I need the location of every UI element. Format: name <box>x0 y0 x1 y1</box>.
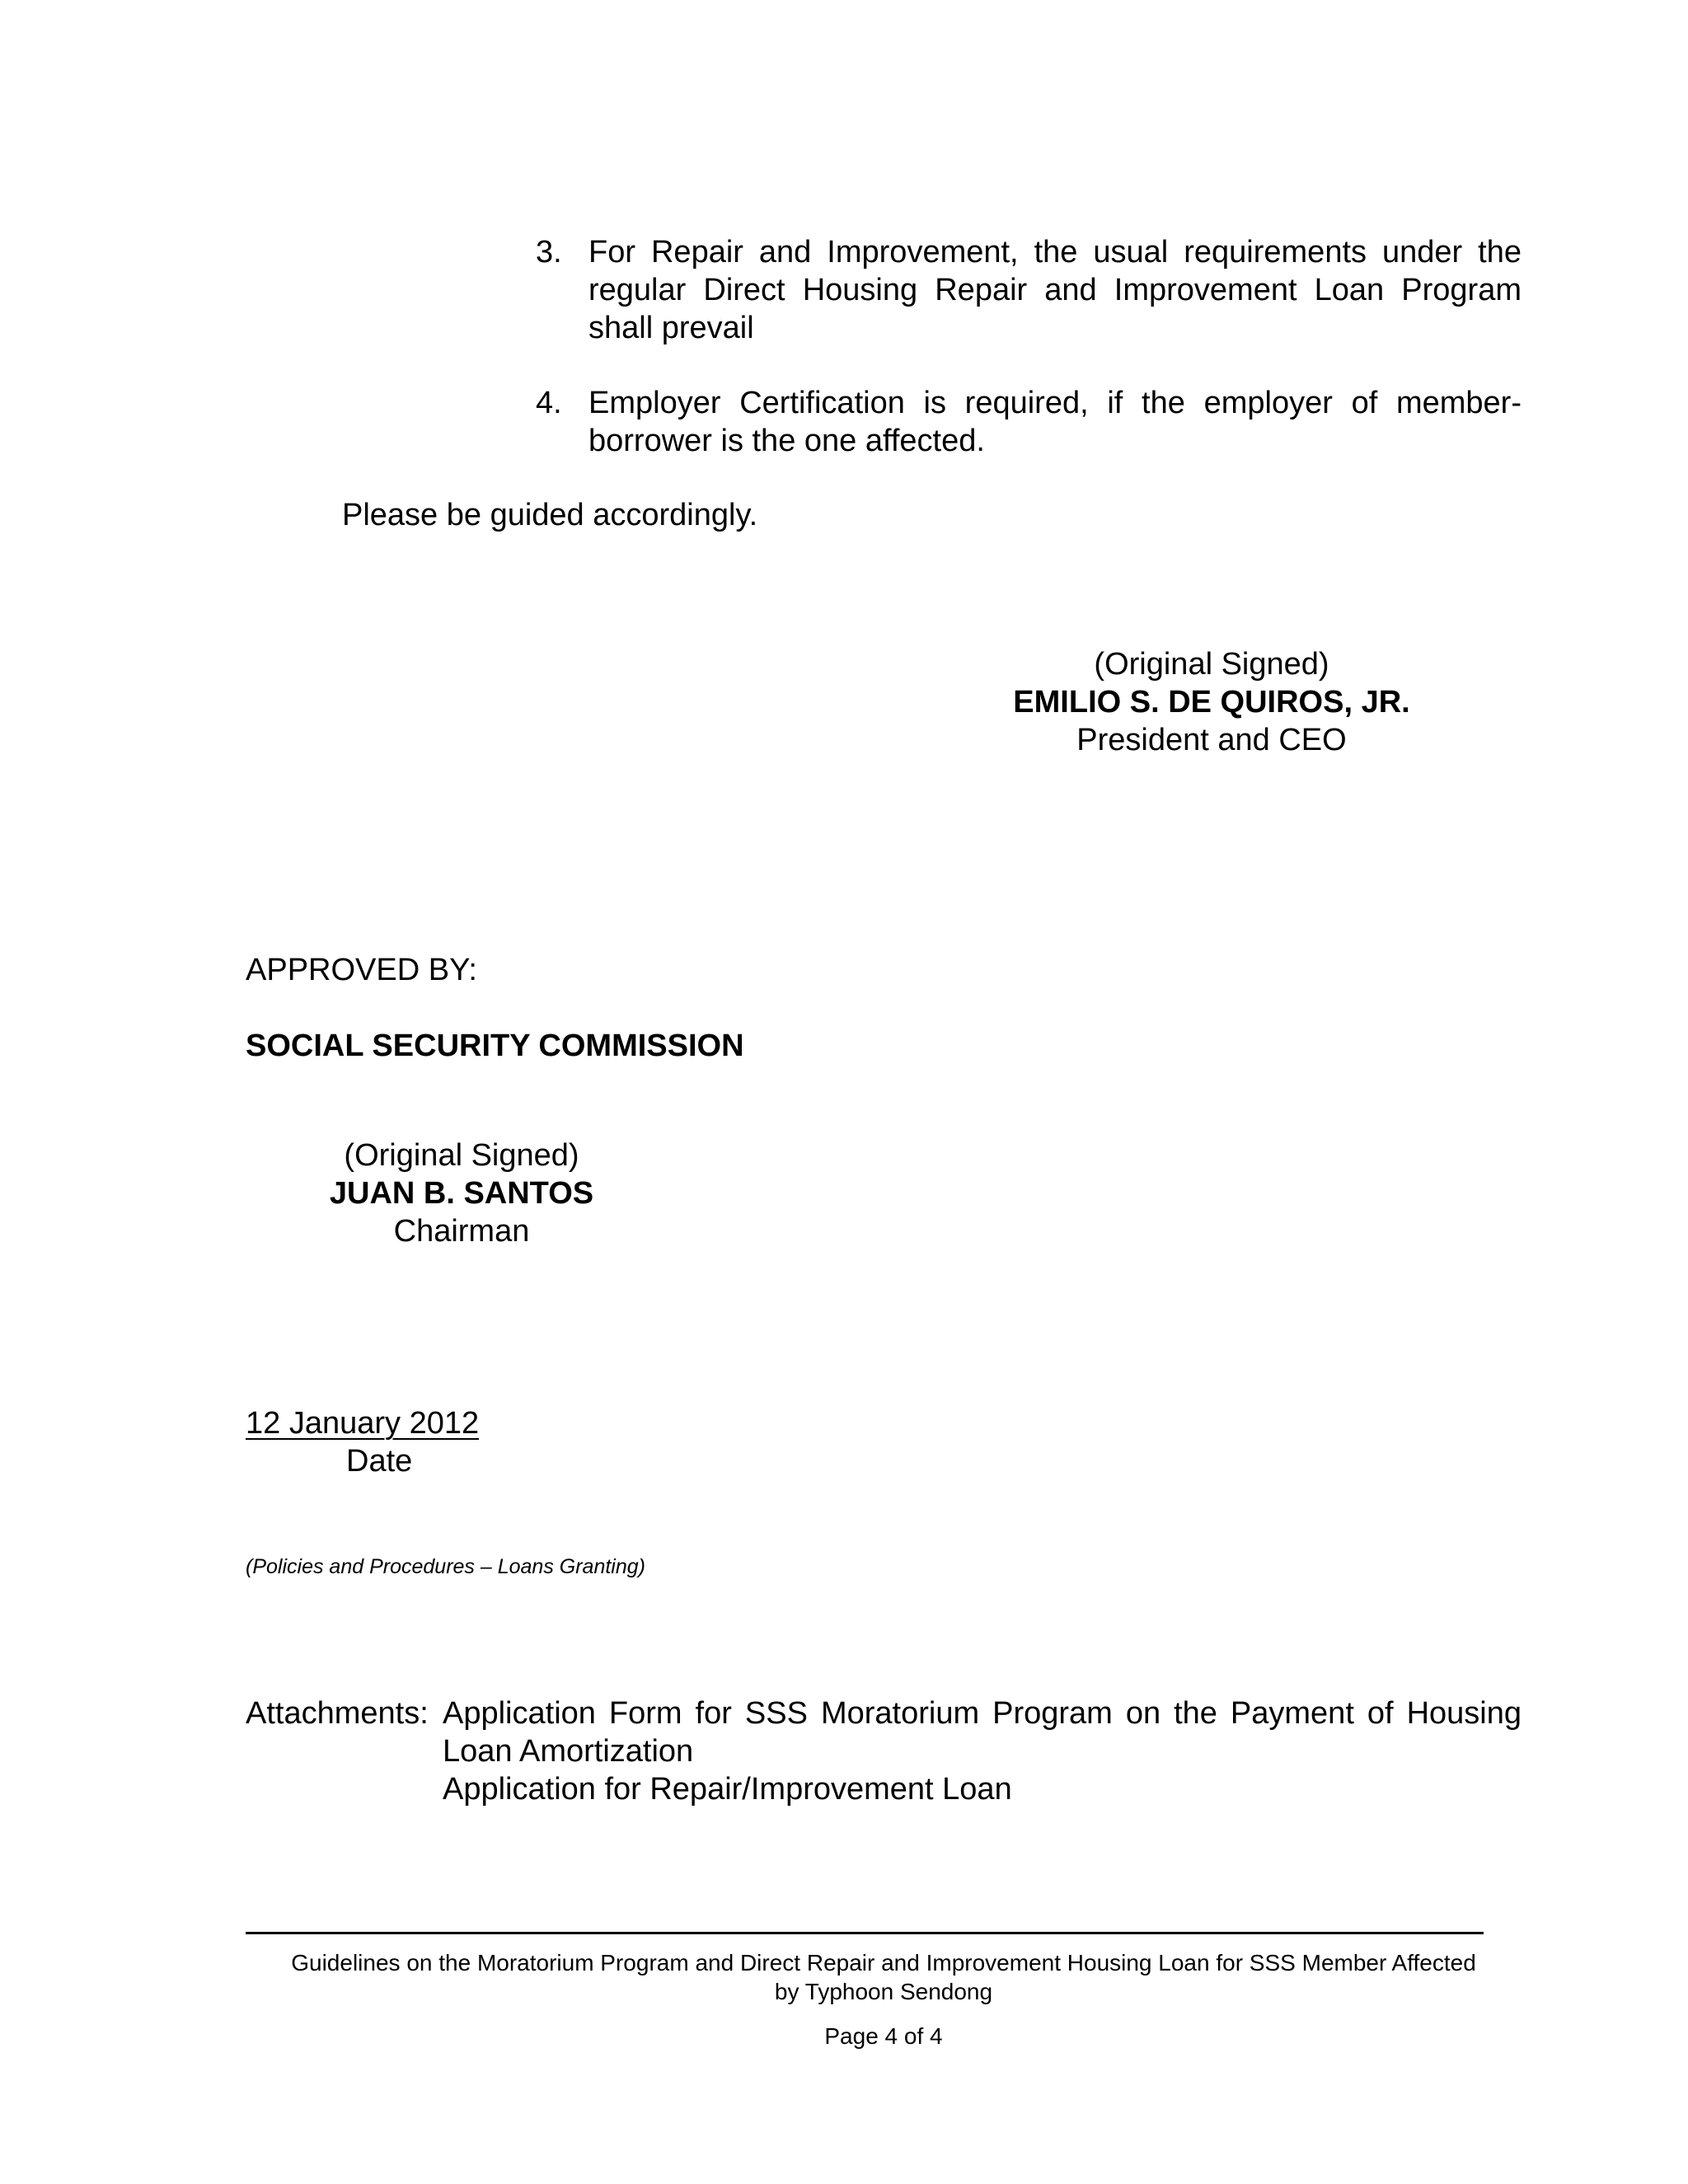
signatory-name: EMILIO S. DE QUIROS, JR. <box>1013 685 1410 719</box>
footer-title-line: Guidelines on the Moratorium Program and Direct Repair and Improvement Housing Loan for SSS Member Affected <box>291 1950 1476 1975</box>
list-item-text: For Repair and Improvement, the usual requirements under the regular Direct Housing Repair and Improvement Loan Program shall prevail <box>588 235 1522 345</box>
approved-by-label: APPROVED BY: <box>246 953 477 987</box>
page-number: Page 4 of 4 <box>824 2023 943 2049</box>
attachment-item: Application Form for SSS Moratorium Program on the Payment of Housing Loan Amortization <box>443 1696 1522 1769</box>
date-label: Date <box>346 1444 413 1479</box>
list-item-number: 3. <box>536 235 562 269</box>
attachment-item: Application for Repair/Improvement Loan <box>443 1772 1012 1807</box>
list-item-number: 4. <box>536 386 562 420</box>
signatory-title: President and CEO <box>1076 723 1347 757</box>
president-signature-block <box>997 645 1426 759</box>
footer-title-line: by Typhoon Sendong <box>774 1979 993 2004</box>
list-item-text: Employer Certification is required, if the employer of member-borrower is the one affected. <box>588 386 1522 458</box>
chairman-signature-block <box>297 1137 626 1250</box>
signatory-name: JUAN B. SANTOS <box>329 1176 594 1211</box>
approval-date: 12 January 2012 <box>246 1406 480 1441</box>
signatory-title: Chairman <box>393 1214 530 1249</box>
closing-line: Please be guided accordingly. <box>342 498 758 532</box>
attachments-label: Attachments: <box>246 1696 429 1731</box>
signed-note: (Original Signed) <box>344 1138 579 1173</box>
category-note: (Policies and Procedures – Loans Granting) <box>246 1555 645 1578</box>
footer-divider <box>246 1932 1484 1934</box>
footer-document-title <box>246 1948 1522 2006</box>
signed-note: (Original Signed) <box>1094 647 1329 682</box>
approving-body: SOCIAL SECURITY COMMISSION <box>246 1029 744 1063</box>
